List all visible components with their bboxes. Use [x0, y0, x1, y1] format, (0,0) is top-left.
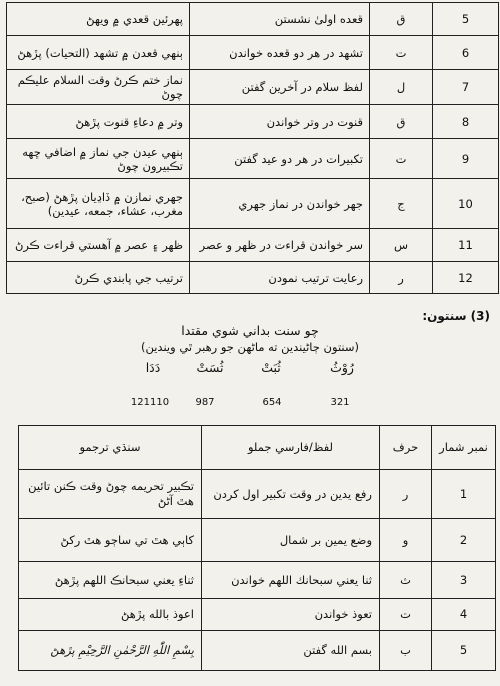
cell-sindhi: وتر ۾ دعاءِ قنوت پڙهڻ — [7, 105, 190, 139]
cell-code: ب — [380, 631, 432, 671]
cell-persian: رفع يدين در وقت تكبير اول كردن — [202, 470, 380, 519]
table-row — [19, 519, 496, 562]
cell-num: 5 — [433, 3, 499, 36]
mnemonic-digit-group: 121110 — [130, 397, 170, 408]
table-row — [7, 36, 499, 70]
table-row — [7, 105, 499, 139]
cell-sindhi: بِسْمِ اللّٰهِ الرَّحْمٰنِ الرَّحِيْمِ پڙهڻ — [19, 631, 202, 671]
mnemonic-word: ثُبَتْ — [261, 360, 281, 375]
table-row — [19, 599, 496, 631]
cell-sindhi: نماز ختم ڪرڻ وقت السلام عليڪم چوڻ — [7, 70, 190, 105]
header-sindhi: سنڌي ترجمو — [19, 426, 202, 470]
table-row — [19, 631, 496, 671]
table-row — [7, 139, 499, 179]
cell-code: س — [370, 229, 433, 262]
table-header-row — [19, 426, 496, 470]
cell-sindhi: ظهر ۽ عصر ۾ آهستي قراءت ڪرڻ — [7, 229, 190, 262]
cell-persian: تكبيرات در هر دو عيد گفتن — [190, 139, 370, 179]
cell-sindhi: ٻنهي عيدن جي نماز ۾ اضافي ڇهه تڪبيرون چوڻ — [7, 139, 190, 179]
sunnat-table — [18, 425, 496, 671]
cell-num: 9 — [433, 139, 499, 179]
cell-persian: جهر خواندن در نماز جهري — [190, 179, 370, 229]
table-row — [7, 262, 499, 294]
cell-sindhi: اعوذ بالله پڙهڻ — [19, 599, 202, 631]
cell-code: ج — [370, 179, 433, 229]
cell-sindhi: تڪبير تحريمه چوڻ وقت ڪنن تائين هٿ آڻڻ — [19, 470, 202, 519]
cell-persian: بسم الله گفتن — [202, 631, 380, 671]
mnemonic-word: ثُسَتْ — [196, 360, 224, 375]
mnemonic-words — [0, 360, 500, 380]
table-row — [7, 179, 499, 229]
sunnat-intro-persian: چو سنت بداني شوي مقتدا — [181, 323, 319, 338]
cell-sindhi: کاٻي هٿ تي ساڄو هٿ رکڻ — [19, 519, 202, 562]
cell-code: ل — [370, 70, 433, 105]
cell-sindhi: پهرئين قعدي ۾ ويهڻ — [7, 3, 190, 36]
cell-code: ر — [380, 470, 432, 519]
sunnat-intro-sindhi: (سنتون ڄاڻيندين ته ماڻهن جو رهبر ٿي ويندين) — [140, 340, 360, 354]
cell-persian: تشهد در هر دو قعده خواندن — [190, 36, 370, 70]
cell-persian: قعده اولیٰ نشستن — [190, 3, 370, 36]
cell-code: و — [380, 519, 432, 562]
cell-num: 2 — [432, 519, 496, 562]
cell-sindhi: ثناءِ يعني سبحانڪ اللهم پڙهڻ — [19, 562, 202, 599]
header-persian: لفظ/فارسي جملو — [202, 426, 380, 470]
cell-num: 11 — [433, 229, 499, 262]
cell-num: 1 — [432, 470, 496, 519]
header-code: حرف — [380, 426, 432, 470]
table-row — [7, 229, 499, 262]
cell-sindhi: ترتيب جي پابندي ڪرڻ — [7, 262, 190, 294]
cell-num: 8 — [433, 105, 499, 139]
cell-sindhi: جهري نمازن ۾ ڏاڍيان پڙهڻ (صبح، مغرب، عشاء، جمعه، عيدين) — [7, 179, 190, 229]
table-row — [19, 470, 496, 519]
sunnat-section-heading: (3) سنتون: — [422, 309, 490, 323]
cell-persian: لفظ سلام در آخرين گفتن — [190, 70, 370, 105]
cell-num: 12 — [433, 262, 499, 294]
wajibat-table — [6, 2, 499, 294]
cell-persian: تعوذ خواندن — [202, 599, 380, 631]
header-num: نمبر شمار — [432, 426, 496, 470]
cell-num: 3 — [432, 562, 496, 599]
table-row — [7, 3, 499, 36]
mnemonic-digit-group: 987 — [195, 397, 215, 408]
table-row — [19, 562, 496, 599]
cell-persian: وضع يمين بر شمال — [202, 519, 380, 562]
mnemonic-digit-group: 321 — [330, 397, 350, 408]
mnemonic-digit-group: 654 — [262, 397, 282, 408]
cell-code: ق — [370, 105, 433, 139]
cell-num: 6 — [433, 36, 499, 70]
cell-persian: رعايت ترتيب نمودن — [190, 262, 370, 294]
cell-code: ت — [370, 36, 433, 70]
cell-code: ق — [370, 3, 433, 36]
cell-num: 4 — [432, 599, 496, 631]
mnemonic-digits — [0, 397, 500, 413]
cell-code: ر — [370, 262, 433, 294]
cell-persian: ثنا يعني سبحانك اللهم خواندن — [202, 562, 380, 599]
mnemonic-word: دَدَا — [145, 360, 161, 375]
cell-code: ت — [380, 599, 432, 631]
cell-code: ث — [380, 562, 432, 599]
cell-num: 10 — [433, 179, 499, 229]
cell-num: 7 — [433, 70, 499, 105]
mnemonic-word: رُوْثُ — [330, 360, 354, 375]
cell-persian: قنوت در وتر خواندن — [190, 105, 370, 139]
cell-num: 5 — [432, 631, 496, 671]
cell-persian: سر خواندن قراءت در ظهر و عصر — [190, 229, 370, 262]
cell-sindhi: ٻنهي قعدن ۾ تشهد (التحيات) پڙهڻ — [7, 36, 190, 70]
table-row — [7, 70, 499, 105]
cell-code: ت — [370, 139, 433, 179]
